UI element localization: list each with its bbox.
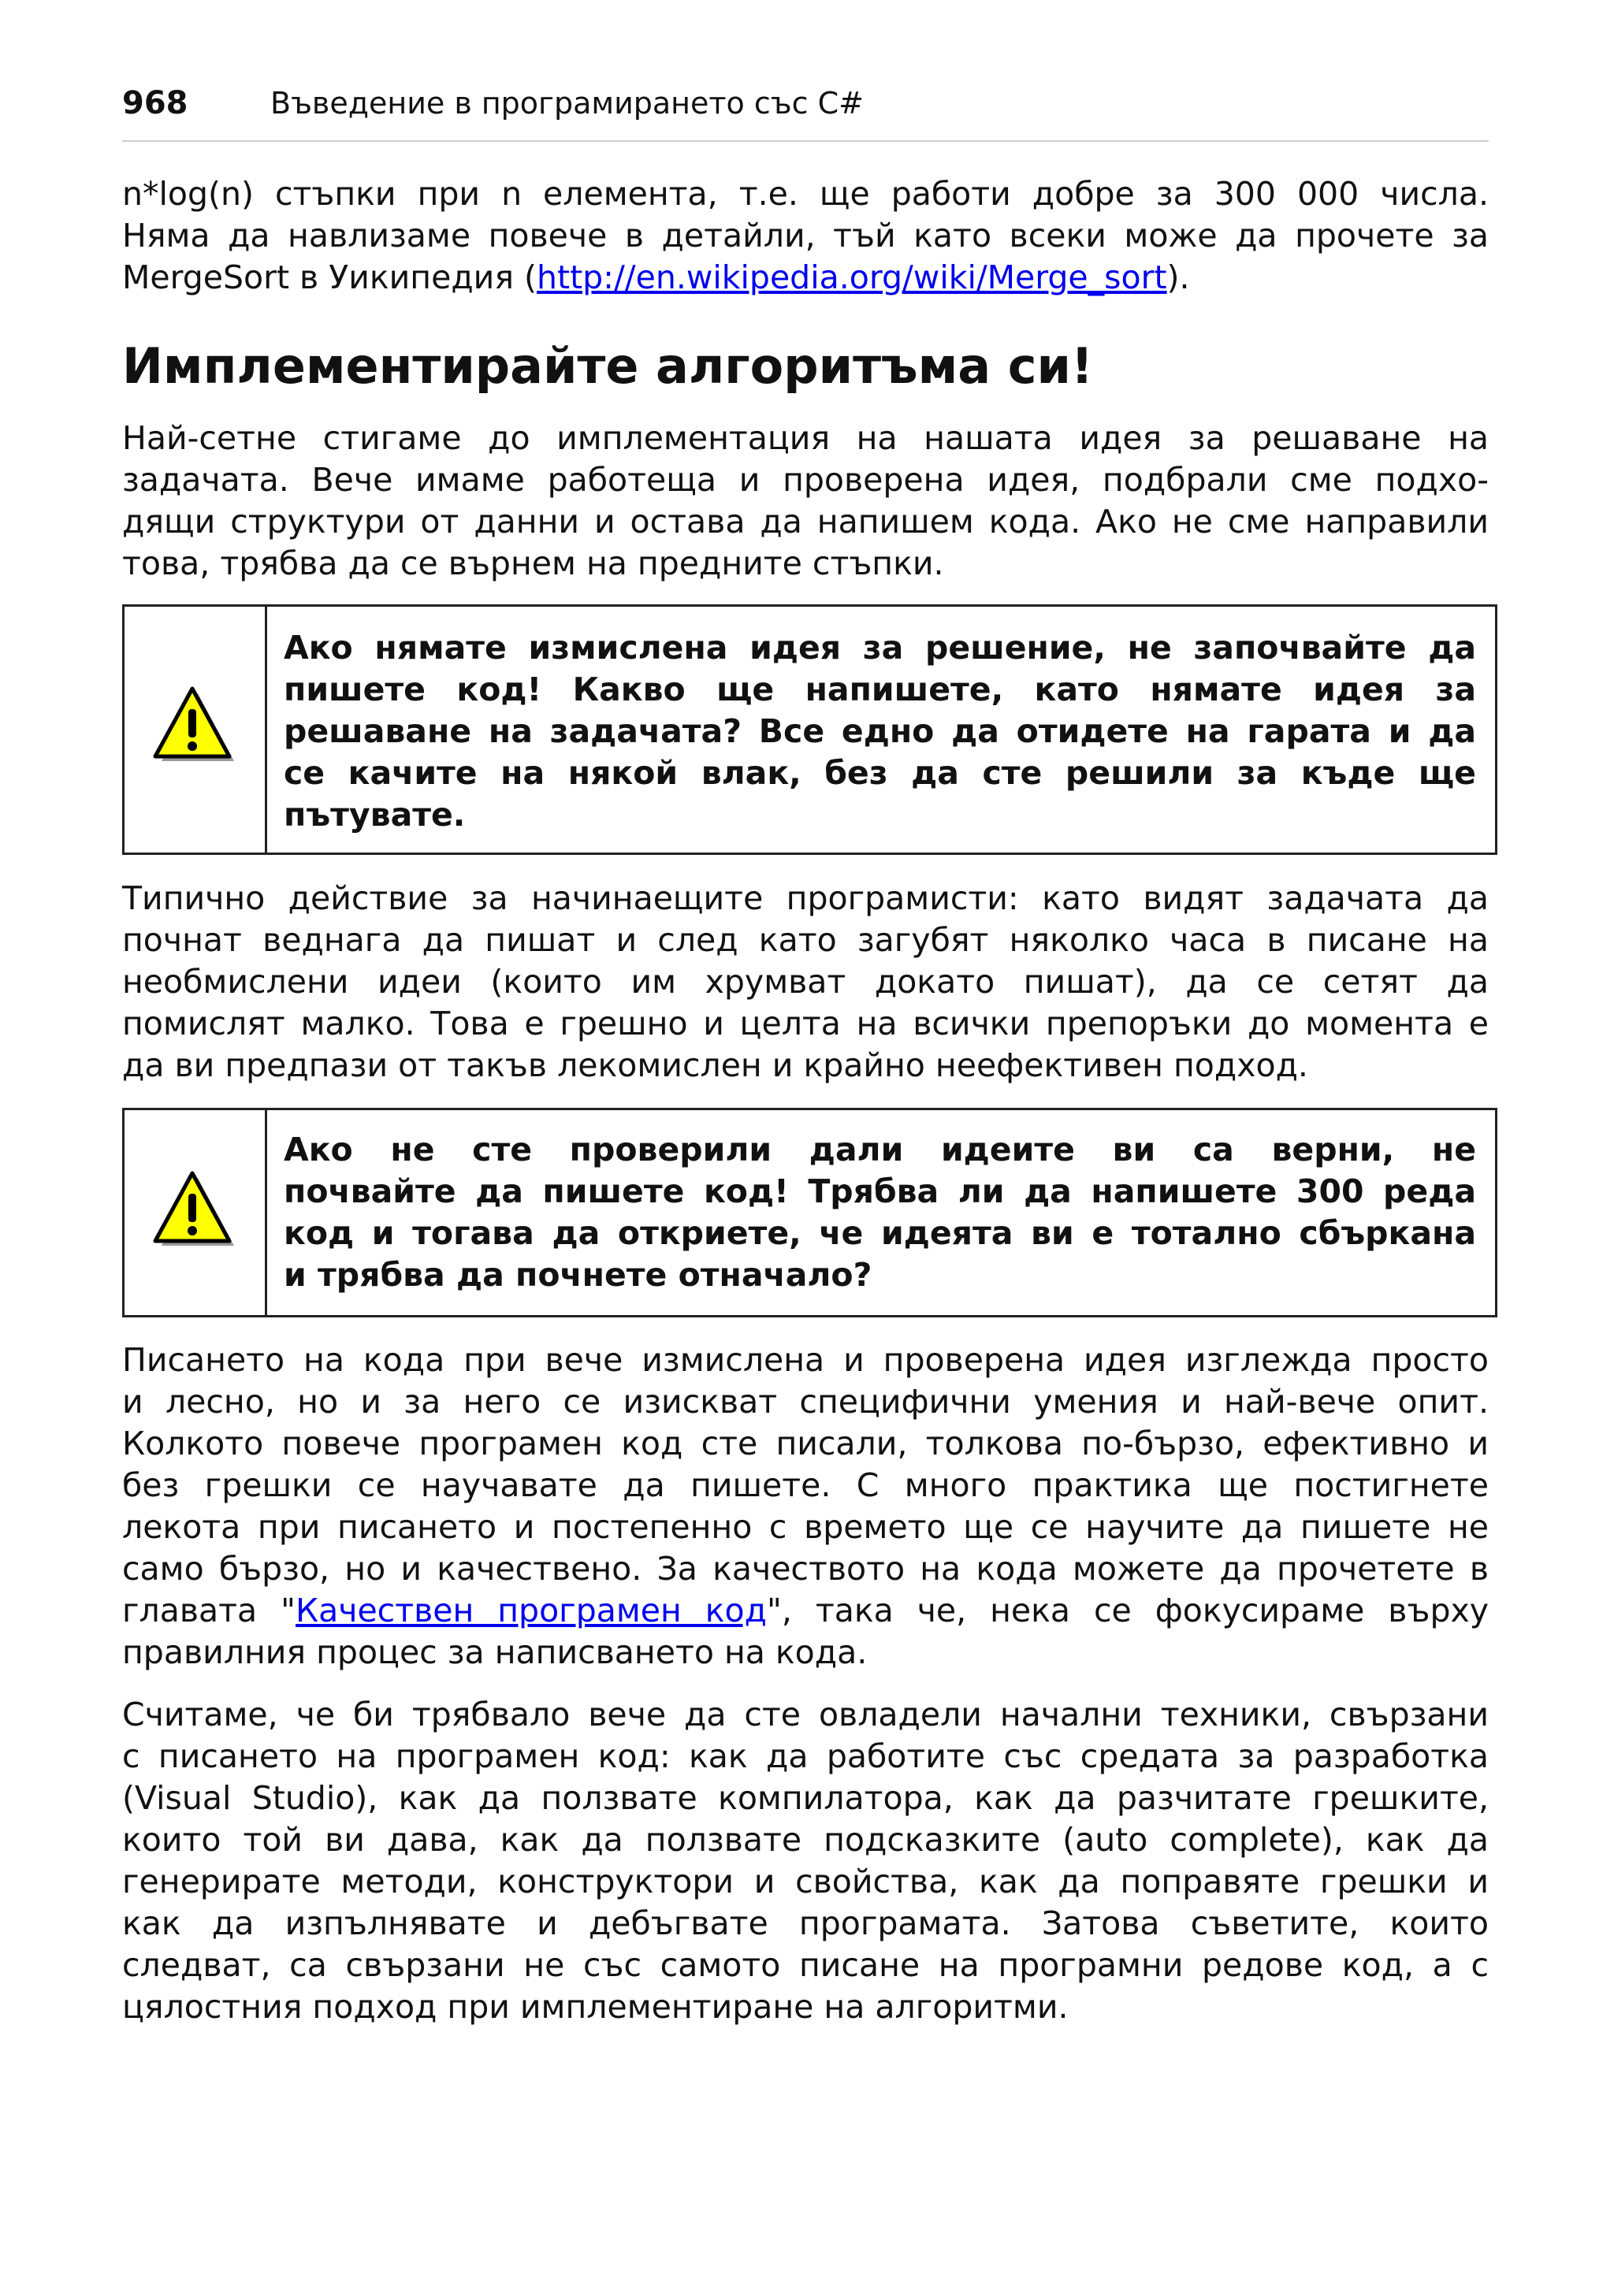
note-2-text — [284, 1129, 1476, 1296]
intro-line-1: n*log(n) стъпки при n елемента, т.е. ще работи добре за 300 000 числа. — [122, 175, 1489, 213]
note-1-line: Ако нямате измислена идея за решение, не започвайте да — [284, 629, 1476, 667]
paragraph-2-line: необмислени идеи (които им хрумват докато пишат), да се сетят да — [122, 963, 1489, 1001]
quality-code-chapter-link[interactable]: Качествен програмен код — [295, 1592, 767, 1629]
paragraph-3-line-7 — [122, 1590, 1489, 1632]
paragraph-2-line: помислят малко. Това е грешно и целта на всички препоръки до момента е — [122, 1005, 1489, 1042]
paragraph-3-line: само бързо, но и качествено. За качеството на кода можете да прочетете в — [122, 1550, 1489, 1588]
paragraph-3-line: лекота при писането и постепенно с времето ще се научите да пишете не — [122, 1508, 1489, 1546]
paragraph-2-line: да ви предпази от такъв лекомислен и крайно неефективен подход. — [122, 1046, 1308, 1084]
warning-note-1 — [122, 604, 1497, 855]
paragraph-1-line: задачата. Вече имаме работеща и проверена идея, подбрали сме подхо- — [122, 461, 1489, 499]
paragraph-4-line: следват, са свързани не със самото писане на програмни редове код, а с — [122, 1946, 1489, 1984]
paragraph-2-line: почнат веднага да пишат и след като загубят няколко часа в писане на — [122, 921, 1489, 959]
intro-paragraph — [122, 173, 1489, 299]
paragraph-2-line: Типично действие за начинаещите програмисти: като видят задачата да — [122, 879, 1489, 917]
note-1-line: пишете код! Какво ще напишете, като нямате идея за — [284, 671, 1476, 708]
paragraph-4-line: как да изпълнявате и дебъгвате програмата. Затова съветите, които — [122, 1904, 1489, 1942]
paragraph-3-line: Писането на кода при вече измислена и проверена идея изглежда просто — [122, 1341, 1489, 1379]
warning-icon — [151, 1170, 237, 1257]
paragraph-4-line: (Visual Studio), как да ползвате компилатора, как да разчитате грешките, — [122, 1779, 1489, 1817]
paragraph-1-line: това, трябва да се върнем на предните стъпки. — [122, 544, 944, 582]
paragraph-2 — [122, 878, 1489, 1087]
paragraph-4-line: цялостния подход при имплементиране на алгоритми. — [122, 1988, 1069, 2026]
merge-sort-wikipedia-link[interactable]: http://en.wikipedia.org/wiki/Merge_sort — [537, 258, 1167, 296]
book-title: Въведение в програмирането със C# — [270, 86, 864, 121]
paragraph-3-line: без грешки се научавате да пишете. С много практика ще постигнете — [122, 1466, 1489, 1504]
page-number: 968 — [122, 85, 188, 121]
warning-icon — [151, 685, 237, 772]
note-1-line: решаване на задачата? Все едно да отидете на гарата и да — [284, 712, 1476, 750]
intro-line-3-suffix: ). — [1166, 258, 1190, 296]
paragraph-3-line: и лесно, но и за него се изискват специфични умения и най-вече опит. — [122, 1383, 1489, 1421]
paragraph-4 — [122, 1694, 1489, 2028]
note-2-line: почвайте да пишете код! Трябва ли да напишете 300 реда — [284, 1172, 1476, 1210]
paragraph-4-line: Считаме, че би трябвало вече да сте овладели начални техники, свързани — [122, 1696, 1489, 1733]
warning-note-2 — [122, 1108, 1497, 1317]
paragraph-3 — [122, 1339, 1489, 1674]
paragraph-3-line-7-suffix: ", така че, нека се фокусираме върху — [766, 1592, 1489, 1629]
note-1-text — [284, 627, 1476, 836]
intro-line-2: Няма да навлизаме повече в детайли, тъй като всеки може да прочете за — [122, 217, 1489, 254]
note-icon-cell — [125, 1110, 267, 1315]
section-heading: Имплементирайте алгоритъма си! — [122, 337, 1094, 395]
note-2-line: Ако не сте проверили дали идеите ви са верни, не — [284, 1131, 1476, 1168]
note-1-line: се качите на някой влак, без да сте решили за къде ще — [284, 754, 1476, 792]
page-header — [122, 80, 1489, 142]
paragraph-3-line-7-prefix: главата " — [122, 1592, 296, 1629]
note-2-line: и трябва да почнете отначало? — [284, 1256, 872, 1294]
paragraph-1 — [122, 418, 1489, 585]
paragraph-3-line: правилния процес за написването на кода. — [122, 1633, 868, 1671]
note-icon-cell — [125, 607, 267, 853]
intro-line-3 — [122, 257, 1489, 299]
note-1-line: пътувате. — [284, 796, 466, 834]
paragraph-4-line: с писането на програмен код: как да работите със средата за разработка — [122, 1737, 1489, 1775]
paragraph-4-line: които той ви дава, как да ползвате подсказките (auto complete), как да — [122, 1821, 1489, 1859]
paragraph-1-line: дящи структури от данни и остава да напишем кода. Ако не сме направили — [122, 503, 1489, 541]
paragraph-1-line: Най-сетне стигаме до имплементация на нашата идея за решаване на — [122, 419, 1489, 457]
paragraph-3-line: Колкото повече програмен код сте писали, толкова по-бързо, ефективно и — [122, 1425, 1489, 1462]
note-2-line: код и тогава да откриете, че идеята ви е тотално сбъркана — [284, 1214, 1476, 1252]
paragraph-4-line: генерирате методи, конструктори и свойства, как да поправяте грешки и — [122, 1863, 1489, 1900]
intro-line-3-prefix: MergeSort в Уикипедия ( — [122, 258, 537, 296]
